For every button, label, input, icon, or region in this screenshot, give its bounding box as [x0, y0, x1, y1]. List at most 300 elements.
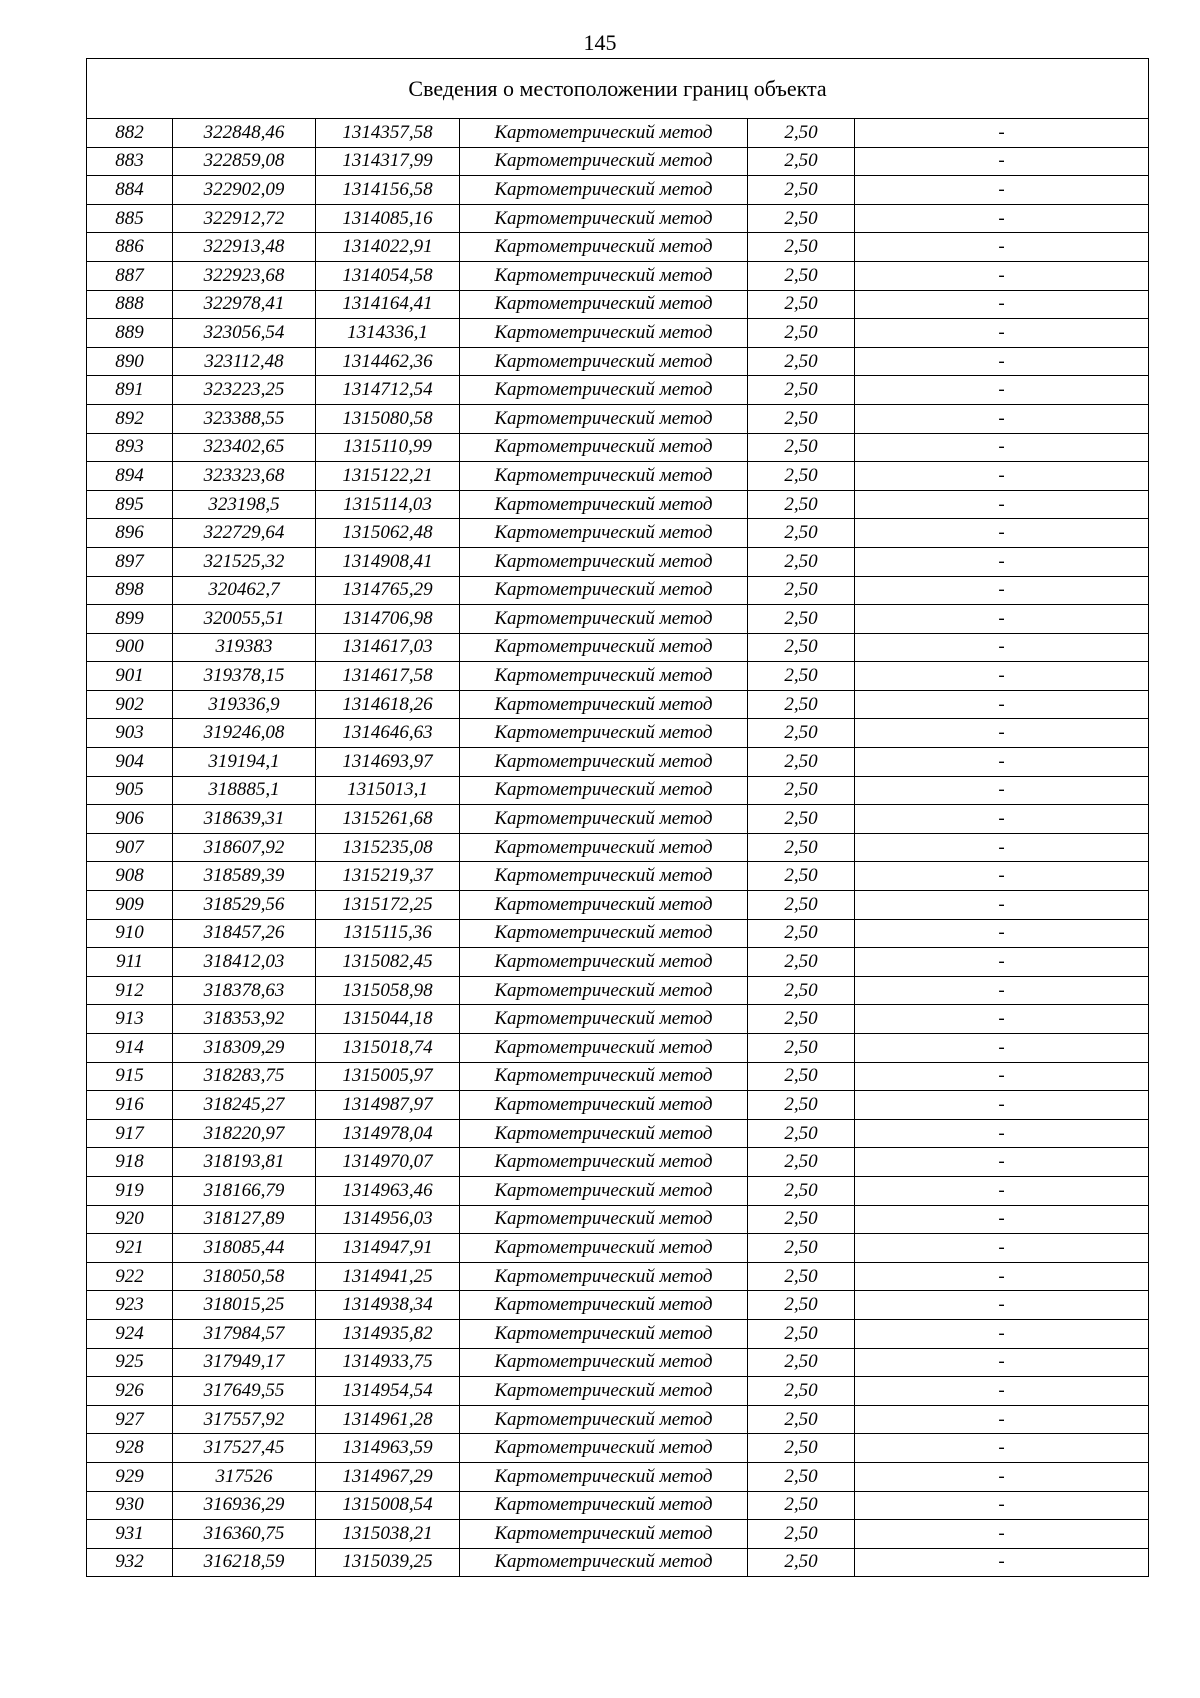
table-row — [87, 462, 1149, 491]
cell-accuracy: 2,50 — [748, 176, 855, 205]
cell-accuracy: 2,50 — [748, 319, 855, 348]
cell-note: - — [855, 462, 1149, 491]
cell-coordinate-x: 316360,75 — [173, 1520, 316, 1549]
cell-note: - — [855, 1548, 1149, 1577]
cell-coordinate-y: 1315005,97 — [316, 1062, 460, 1091]
cell-method: Картометрический метод — [460, 605, 748, 634]
cell-coordinate-y: 1314164,41 — [316, 290, 460, 319]
table-row — [87, 347, 1149, 376]
cell-point-number: 896 — [87, 519, 173, 548]
table-row — [87, 261, 1149, 290]
cell-note: - — [855, 290, 1149, 319]
cell-coordinate-y: 1314357,58 — [316, 119, 460, 148]
cell-method: Картометрический метод — [460, 1176, 748, 1205]
cell-coordinate-y: 1314970,07 — [316, 1148, 460, 1177]
cell-accuracy: 2,50 — [748, 948, 855, 977]
cell-method: Картометрический метод — [460, 1491, 748, 1520]
cell-point-number: 905 — [87, 776, 173, 805]
cell-point-number: 913 — [87, 1005, 173, 1034]
cell-note: - — [855, 1091, 1149, 1120]
cell-note: - — [855, 805, 1149, 834]
table-row — [87, 1462, 1149, 1491]
cell-accuracy: 2,50 — [748, 748, 855, 777]
table-row — [87, 633, 1149, 662]
cell-accuracy: 2,50 — [748, 1520, 855, 1549]
cell-coordinate-x: 319194,1 — [173, 748, 316, 777]
cell-coordinate-y: 1315044,18 — [316, 1005, 460, 1034]
cell-accuracy: 2,50 — [748, 805, 855, 834]
cell-coordinate-y: 1314085,16 — [316, 204, 460, 233]
cell-coordinate-x: 322848,46 — [173, 119, 316, 148]
table-row — [87, 119, 1149, 148]
cell-coordinate-x: 318050,58 — [173, 1262, 316, 1291]
cell-note: - — [855, 433, 1149, 462]
cell-coordinate-y: 1314712,54 — [316, 376, 460, 405]
cell-coordinate-y: 1314693,97 — [316, 748, 460, 777]
cell-accuracy: 2,50 — [748, 576, 855, 605]
cell-method: Картометрический метод — [460, 404, 748, 433]
cell-accuracy: 2,50 — [748, 1262, 855, 1291]
cell-note: - — [855, 519, 1149, 548]
cell-coordinate-x: 317984,57 — [173, 1319, 316, 1348]
cell-coordinate-y: 1314967,29 — [316, 1462, 460, 1491]
cell-coordinate-y: 1314908,41 — [316, 547, 460, 576]
cell-accuracy: 2,50 — [748, 662, 855, 691]
cell-coordinate-x: 317649,55 — [173, 1377, 316, 1406]
cell-accuracy: 2,50 — [748, 1176, 855, 1205]
cell-coordinate-x: 321525,32 — [173, 547, 316, 576]
cell-method: Картометрический метод — [460, 1348, 748, 1377]
cell-coordinate-x: 318015,25 — [173, 1291, 316, 1320]
table-row — [87, 1291, 1149, 1320]
cell-coordinate-x: 319383 — [173, 633, 316, 662]
cell-method: Картометрический метод — [460, 1005, 748, 1034]
table-row — [87, 1434, 1149, 1463]
table-row — [87, 433, 1149, 462]
cell-coordinate-x: 317527,45 — [173, 1434, 316, 1463]
cell-point-number: 920 — [87, 1205, 173, 1234]
cell-accuracy: 2,50 — [748, 1434, 855, 1463]
cell-coordinate-y: 1314941,25 — [316, 1262, 460, 1291]
cell-accuracy: 2,50 — [748, 519, 855, 548]
cell-point-number: 883 — [87, 147, 173, 176]
table-row — [87, 976, 1149, 1005]
cell-coordinate-y: 1314617,03 — [316, 633, 460, 662]
table-row — [87, 1405, 1149, 1434]
cell-coordinate-y: 1315038,21 — [316, 1520, 460, 1549]
cell-coordinate-y: 1315058,98 — [316, 976, 460, 1005]
cell-coordinate-x: 322859,08 — [173, 147, 316, 176]
cell-accuracy: 2,50 — [748, 1319, 855, 1348]
cell-note: - — [855, 319, 1149, 348]
cell-point-number: 918 — [87, 1148, 173, 1177]
cell-method: Картометрический метод — [460, 1034, 748, 1063]
cell-note: - — [855, 204, 1149, 233]
cell-method: Картометрический метод — [460, 1119, 748, 1148]
cell-accuracy: 2,50 — [748, 1405, 855, 1434]
cell-note: - — [855, 1148, 1149, 1177]
table-row — [87, 1205, 1149, 1234]
cell-method: Картометрический метод — [460, 805, 748, 834]
cell-accuracy: 2,50 — [748, 1148, 855, 1177]
cell-method: Картометрический метод — [460, 204, 748, 233]
cell-point-number: 925 — [87, 1348, 173, 1377]
cell-method: Картометрический метод — [460, 690, 748, 719]
cell-accuracy: 2,50 — [748, 1291, 855, 1320]
cell-point-number: 889 — [87, 319, 173, 348]
cell-method: Картометрический метод — [460, 261, 748, 290]
cell-note: - — [855, 547, 1149, 576]
cell-point-number: 891 — [87, 376, 173, 405]
cell-coordinate-x: 318607,92 — [173, 833, 316, 862]
cell-method: Картометрический метод — [460, 1234, 748, 1263]
table-row — [87, 948, 1149, 977]
cell-point-number: 906 — [87, 805, 173, 834]
cell-coordinate-y: 1314935,82 — [316, 1319, 460, 1348]
cell-accuracy: 2,50 — [748, 690, 855, 719]
cell-coordinate-x: 318193,81 — [173, 1148, 316, 1177]
table-row — [87, 1005, 1149, 1034]
cell-coordinate-y: 1314961,28 — [316, 1405, 460, 1434]
cell-method: Картометрический метод — [460, 233, 748, 262]
cell-note: - — [855, 119, 1149, 148]
cell-note: - — [855, 976, 1149, 1005]
cell-point-number: 894 — [87, 462, 173, 491]
cell-coordinate-y: 1314987,97 — [316, 1091, 460, 1120]
cell-coordinate-y: 1314646,63 — [316, 719, 460, 748]
cell-coordinate-y: 1315013,1 — [316, 776, 460, 805]
cell-point-number: 899 — [87, 605, 173, 634]
cell-method: Картометрический метод — [460, 1434, 748, 1463]
cell-note: - — [855, 1462, 1149, 1491]
table-row — [87, 919, 1149, 948]
cell-point-number: 890 — [87, 347, 173, 376]
cell-coordinate-x: 318885,1 — [173, 776, 316, 805]
cell-method: Картометрический метод — [460, 776, 748, 805]
cell-point-number: 924 — [87, 1319, 173, 1348]
table-row — [87, 376, 1149, 405]
cell-point-number: 932 — [87, 1548, 173, 1577]
cell-point-number: 917 — [87, 1119, 173, 1148]
cell-note: - — [855, 376, 1149, 405]
cell-accuracy: 2,50 — [748, 261, 855, 290]
cell-method: Картометрический метод — [460, 547, 748, 576]
cell-coordinate-x: 318245,27 — [173, 1091, 316, 1120]
cell-method: Картометрический метод — [460, 719, 748, 748]
cell-point-number: 901 — [87, 662, 173, 691]
cell-note: - — [855, 1005, 1149, 1034]
cell-method: Картометрический метод — [460, 1377, 748, 1406]
table-row — [87, 176, 1149, 205]
cell-point-number: 931 — [87, 1520, 173, 1549]
cell-accuracy: 2,50 — [748, 833, 855, 862]
cell-point-number: 926 — [87, 1377, 173, 1406]
cell-accuracy: 2,50 — [748, 1091, 855, 1120]
table-row — [87, 605, 1149, 634]
cell-coordinate-x: 323056,54 — [173, 319, 316, 348]
cell-method: Картометрический метод — [460, 1262, 748, 1291]
cell-accuracy: 2,50 — [748, 1491, 855, 1520]
cell-accuracy: 2,50 — [748, 891, 855, 920]
table-row — [87, 233, 1149, 262]
cell-method: Картометрический метод — [460, 319, 748, 348]
cell-coordinate-y: 1314938,34 — [316, 1291, 460, 1320]
table-row — [87, 147, 1149, 176]
cell-coordinate-x: 318220,97 — [173, 1119, 316, 1148]
cell-coordinate-y: 1315115,36 — [316, 919, 460, 948]
cell-method: Картометрический метод — [460, 462, 748, 491]
cell-coordinate-x: 323112,48 — [173, 347, 316, 376]
cell-coordinate-x: 322912,72 — [173, 204, 316, 233]
table-row — [87, 404, 1149, 433]
cell-accuracy: 2,50 — [748, 1462, 855, 1491]
cell-coordinate-x: 318085,44 — [173, 1234, 316, 1263]
cell-coordinate-y: 1315219,37 — [316, 862, 460, 891]
cell-accuracy: 2,50 — [748, 1205, 855, 1234]
cell-point-number: 923 — [87, 1291, 173, 1320]
cell-coordinate-x: 318283,75 — [173, 1062, 316, 1091]
cell-note: - — [855, 1119, 1149, 1148]
table-row — [87, 1520, 1149, 1549]
cell-coordinate-y: 1314462,36 — [316, 347, 460, 376]
cell-point-number: 910 — [87, 919, 173, 948]
cell-accuracy: 2,50 — [748, 347, 855, 376]
cell-coordinate-x: 323402,65 — [173, 433, 316, 462]
cell-coordinate-y: 1315039,25 — [316, 1548, 460, 1577]
cell-point-number: 907 — [87, 833, 173, 862]
table-row — [87, 1491, 1149, 1520]
cell-note: - — [855, 1434, 1149, 1463]
cell-accuracy: 2,50 — [748, 404, 855, 433]
cell-coordinate-y: 1314022,91 — [316, 233, 460, 262]
table-row — [87, 1319, 1149, 1348]
cell-point-number: 908 — [87, 862, 173, 891]
cell-point-number: 904 — [87, 748, 173, 777]
table-row — [87, 490, 1149, 519]
cell-accuracy: 2,50 — [748, 1034, 855, 1063]
cell-point-number: 916 — [87, 1091, 173, 1120]
cell-note: - — [855, 347, 1149, 376]
cell-point-number: 911 — [87, 948, 173, 977]
cell-note: - — [855, 919, 1149, 948]
cell-coordinate-y: 1314617,58 — [316, 662, 460, 691]
cell-coordinate-x: 316936,29 — [173, 1491, 316, 1520]
cell-coordinate-x: 319246,08 — [173, 719, 316, 748]
cell-note: - — [855, 748, 1149, 777]
cell-point-number: 902 — [87, 690, 173, 719]
cell-point-number: 929 — [87, 1462, 173, 1491]
cell-method: Картометрический метод — [460, 1205, 748, 1234]
cell-coordinate-x: 322923,68 — [173, 261, 316, 290]
cell-coordinate-x: 320055,51 — [173, 605, 316, 634]
cell-method: Картометрический метод — [460, 748, 748, 777]
cell-method: Картометрический метод — [460, 1148, 748, 1177]
cell-note: - — [855, 1377, 1149, 1406]
cell-note: - — [855, 233, 1149, 262]
cell-coordinate-y: 1314054,58 — [316, 261, 460, 290]
cell-accuracy: 2,50 — [748, 776, 855, 805]
cell-method: Картометрический метод — [460, 1291, 748, 1320]
cell-method: Картометрический метод — [460, 347, 748, 376]
cell-method: Картометрический метод — [460, 833, 748, 862]
cell-note: - — [855, 776, 1149, 805]
cell-point-number: 912 — [87, 976, 173, 1005]
cell-accuracy: 2,50 — [748, 633, 855, 662]
table-row — [87, 1377, 1149, 1406]
cell-note: - — [855, 1234, 1149, 1263]
table-row — [87, 833, 1149, 862]
cell-point-number: 882 — [87, 119, 173, 148]
cell-coordinate-y: 1315261,68 — [316, 805, 460, 834]
cell-point-number: 914 — [87, 1034, 173, 1063]
table-row — [87, 748, 1149, 777]
cell-point-number: 921 — [87, 1234, 173, 1263]
cell-accuracy: 2,50 — [748, 462, 855, 491]
table-row — [87, 1062, 1149, 1091]
cell-point-number: 922 — [87, 1262, 173, 1291]
cell-coordinate-y: 1314978,04 — [316, 1119, 460, 1148]
cell-coordinate-x: 318127,89 — [173, 1205, 316, 1234]
table-row — [87, 576, 1149, 605]
cell-coordinate-y: 1315080,58 — [316, 404, 460, 433]
cell-accuracy: 2,50 — [748, 1062, 855, 1091]
cell-note: - — [855, 1291, 1149, 1320]
table-row — [87, 1348, 1149, 1377]
cell-coordinate-y: 1314947,91 — [316, 1234, 460, 1263]
table-row — [87, 204, 1149, 233]
cell-accuracy: 2,50 — [748, 1377, 855, 1406]
table-row — [87, 547, 1149, 576]
cell-note: - — [855, 662, 1149, 691]
cell-coordinate-x: 318639,31 — [173, 805, 316, 834]
cell-note: - — [855, 1520, 1149, 1549]
cell-method: Картометрический метод — [460, 948, 748, 977]
cell-point-number: 928 — [87, 1434, 173, 1463]
cell-method: Картометрический метод — [460, 176, 748, 205]
cell-method: Картометрический метод — [460, 1062, 748, 1091]
table-row — [87, 519, 1149, 548]
cell-coordinate-y: 1314156,58 — [316, 176, 460, 205]
cell-accuracy: 2,50 — [748, 1348, 855, 1377]
cell-note: - — [855, 605, 1149, 634]
cell-point-number: 898 — [87, 576, 173, 605]
cell-accuracy: 2,50 — [748, 605, 855, 634]
cell-note: - — [855, 261, 1149, 290]
cell-coordinate-x: 318166,79 — [173, 1176, 316, 1205]
cell-point-number: 909 — [87, 891, 173, 920]
page-number: 145 — [583, 30, 617, 55]
cell-method: Картометрический метод — [460, 1319, 748, 1348]
table-row — [87, 1548, 1149, 1577]
cell-method: Картометрический метод — [460, 290, 748, 319]
cell-method: Картометрический метод — [460, 976, 748, 1005]
cell-note: - — [855, 1176, 1149, 1205]
cell-accuracy: 2,50 — [748, 233, 855, 262]
cell-note: - — [855, 1348, 1149, 1377]
cell-coordinate-y: 1314954,54 — [316, 1377, 460, 1406]
cell-point-number: 895 — [87, 490, 173, 519]
table-row — [87, 662, 1149, 691]
cell-note: - — [855, 1262, 1149, 1291]
cell-note: - — [855, 633, 1149, 662]
cell-point-number: 903 — [87, 719, 173, 748]
cell-method: Картометрический метод — [460, 1520, 748, 1549]
cell-method: Картометрический метод — [460, 490, 748, 519]
cell-note: - — [855, 948, 1149, 977]
cell-accuracy: 2,50 — [748, 919, 855, 948]
cell-point-number: 887 — [87, 261, 173, 290]
table-row — [87, 319, 1149, 348]
table-row — [87, 719, 1149, 748]
cell-coordinate-y: 1314963,59 — [316, 1434, 460, 1463]
table-row — [87, 1176, 1149, 1205]
cell-note: - — [855, 1062, 1149, 1091]
cell-point-number: 885 — [87, 204, 173, 233]
cell-coordinate-x: 316218,59 — [173, 1548, 316, 1577]
cell-coordinate-y: 1315008,54 — [316, 1491, 460, 1520]
table-row — [87, 1091, 1149, 1120]
cell-point-number: 897 — [87, 547, 173, 576]
cell-coordinate-x: 318589,39 — [173, 862, 316, 891]
cell-method: Картометрический метод — [460, 119, 748, 148]
cell-point-number: 930 — [87, 1491, 173, 1520]
cell-coordinate-x: 322729,64 — [173, 519, 316, 548]
cell-accuracy: 2,50 — [748, 204, 855, 233]
table-row — [87, 1148, 1149, 1177]
cell-point-number: 888 — [87, 290, 173, 319]
cell-coordinate-y: 1314963,46 — [316, 1176, 460, 1205]
table-row — [87, 1262, 1149, 1291]
cell-method: Картометрический метод — [460, 519, 748, 548]
cell-point-number: 927 — [87, 1405, 173, 1434]
table-row — [87, 690, 1149, 719]
cell-note: - — [855, 862, 1149, 891]
cell-coordinate-x: 322902,09 — [173, 176, 316, 205]
cell-coordinate-y: 1314765,29 — [316, 576, 460, 605]
cell-coordinate-x: 318457,26 — [173, 919, 316, 948]
cell-coordinate-x: 318309,29 — [173, 1034, 316, 1063]
cell-method: Картометрический метод — [460, 662, 748, 691]
cell-note: - — [855, 1319, 1149, 1348]
cell-point-number: 893 — [87, 433, 173, 462]
cell-coordinate-y: 1315110,99 — [316, 433, 460, 462]
cell-note: - — [855, 176, 1149, 205]
cell-accuracy: 2,50 — [748, 490, 855, 519]
cell-coordinate-x: 318353,92 — [173, 1005, 316, 1034]
cell-coordinate-x: 319378,15 — [173, 662, 316, 691]
cell-accuracy: 2,50 — [748, 376, 855, 405]
cell-coordinate-y: 1315235,08 — [316, 833, 460, 862]
cell-coordinate-y: 1315018,74 — [316, 1034, 460, 1063]
cell-accuracy: 2,50 — [748, 719, 855, 748]
cell-accuracy: 2,50 — [748, 119, 855, 148]
table-row — [87, 1234, 1149, 1263]
cell-coordinate-y: 1315172,25 — [316, 891, 460, 920]
cell-coordinate-x: 323323,68 — [173, 462, 316, 491]
cell-note: - — [855, 147, 1149, 176]
cell-coordinate-y: 1314317,99 — [316, 147, 460, 176]
cell-method: Картометрический метод — [460, 1462, 748, 1491]
cell-note: - — [855, 719, 1149, 748]
cell-coordinate-y: 1314336,1 — [316, 319, 460, 348]
cell-note: - — [855, 1405, 1149, 1434]
table-row — [87, 1119, 1149, 1148]
cell-point-number: 884 — [87, 176, 173, 205]
table-row — [87, 1034, 1149, 1063]
cell-method: Картометрический метод — [460, 576, 748, 605]
cell-method: Картометрический метод — [460, 1548, 748, 1577]
cell-accuracy: 2,50 — [748, 147, 855, 176]
